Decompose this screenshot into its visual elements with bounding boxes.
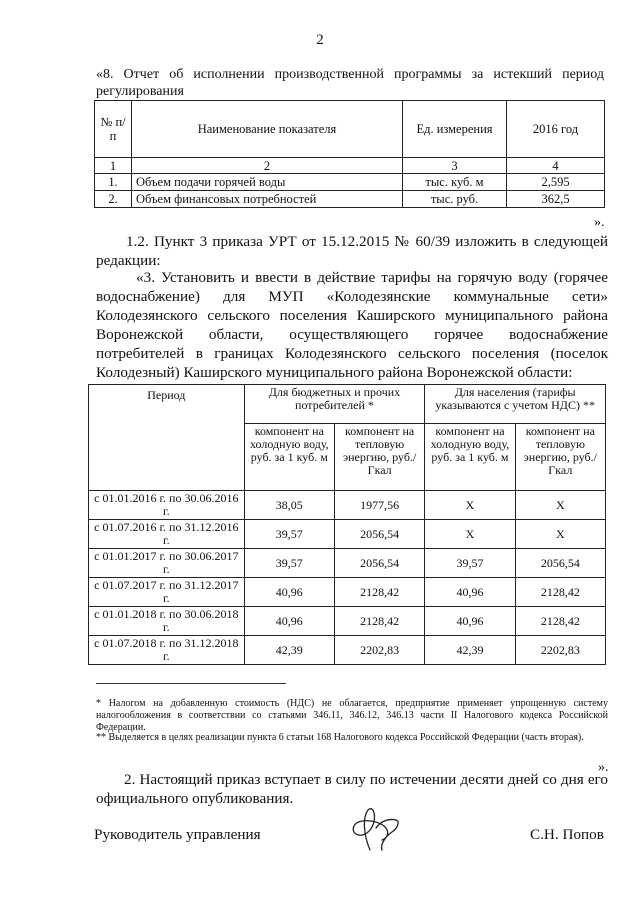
row-value: 2,595 [507, 174, 605, 191]
row-period: с 01.01.2018 г. по 30.06.2018 г. [89, 607, 245, 636]
table-row [89, 607, 606, 636]
budget-heat-value: 1977,56 [334, 491, 424, 520]
paragraph-3: «3. Установить и ввести в действие тарифы на горячую воду (горячее водоснабжение) для МУП «Колодезянские коммунальные сети» Колодезянского сельского поселения Каширского муниципального района Воронежской области, осуществляющего горячее водоснабжение потребителей в границах Колодезянского сельского поселения (поселок Колодезный) Каширского муниципального района Воронежской области: [96, 269, 608, 381]
subheader-cold: компонент на холодную воду, руб. за 1 куб. м [425, 424, 515, 491]
header-number: № п/п [95, 101, 132, 158]
subheader-heat: компонент на тепловую энергию, руб./Гкал [515, 424, 605, 491]
row-unit: тыс. руб. [403, 191, 507, 208]
row-indicator: Объем подачи горячей воды [132, 174, 403, 191]
signer-name: С.Н. Попов [530, 826, 604, 843]
footnote-allocation: ** Выделяется в целях реализации пункта 6 статьи 168 Налогового кодекса Российской Федерации (часть вторая). [96, 732, 584, 743]
table-row [89, 578, 606, 607]
column-number: 2 [132, 158, 403, 174]
population-cold-value: 39,57 [425, 549, 515, 578]
population-heat-value: 2128,42 [515, 607, 605, 636]
budget-cold-value: 40,96 [244, 607, 334, 636]
budget-cold-value: 38,05 [244, 491, 334, 520]
budget-heat-value: 2202,83 [334, 636, 424, 665]
population-cold-value: 40,96 [425, 578, 515, 607]
row-period: с 01.01.2016 г. по 30.06.2016 г. [89, 491, 245, 520]
population-heat-value: 2056,54 [515, 549, 605, 578]
table-row [95, 174, 605, 191]
row-period: с 01.07.2017 г. по 31.12.2017 г. [89, 578, 245, 607]
table-row [89, 491, 606, 520]
header-budget-group: Для бюджетных и прочих потребителей * [244, 385, 425, 424]
tariff-table [88, 384, 606, 665]
population-cold-value: X [425, 491, 515, 520]
report-table-header [95, 101, 605, 158]
budget-cold-value: 40,96 [244, 578, 334, 607]
table-row [89, 636, 606, 665]
table-row [95, 191, 605, 208]
population-cold-value: 40,96 [425, 607, 515, 636]
population-cold-value: X [425, 520, 515, 549]
population-heat-value: X [515, 491, 605, 520]
row-indicator: Объем финансовых потребностей [132, 191, 403, 208]
row-unit: тыс. куб. м [403, 174, 507, 191]
report-table-numbering [95, 158, 605, 174]
header-unit: Ед. измерения [403, 101, 507, 158]
signer-title: Руководитель управления [94, 826, 261, 843]
column-number: 3 [403, 158, 507, 174]
budget-cold-value: 39,57 [244, 520, 334, 549]
signature-image [340, 806, 406, 852]
row-number: 2. [95, 191, 132, 208]
row-period: с 01.07.2016 г. по 31.12.2016 г. [89, 520, 245, 549]
footnote-vat: * Налогом на добавленную стоимость (НДС) не облагается, предприятие применяет упрощенную систему налогообложения в соответствии со статьями 346.11, 346.12, 346.13 части II Налогового кодекса Российской Федерации. [96, 698, 608, 733]
table-row [89, 549, 606, 578]
report-table [94, 100, 605, 208]
page-number: 2 [316, 32, 324, 48]
tariff-table-header [89, 385, 606, 424]
row-value: 362,5 [507, 191, 605, 208]
quote-end: ». [598, 760, 609, 775]
paragraph-2: 2. Настоящий приказ вступает в силу по истечении десяти дней со дня его официального опубликования. [96, 771, 608, 807]
population-heat-value: 2128,42 [515, 578, 605, 607]
row-period: с 01.07.2018 г. по 31.12.2018 г. [89, 636, 245, 665]
header-period: Период [89, 385, 245, 491]
row-number: 1. [95, 174, 132, 191]
budget-heat-value: 2056,54 [334, 520, 424, 549]
budget-heat-value: 2056,54 [334, 549, 424, 578]
paragraph-1-2: 1.2. Пункт 3 приказа УРТ от 15.12.2015 № 60/39 изложить в следующей редакции: [96, 233, 608, 269]
population-heat-value: 2202,83 [515, 636, 605, 665]
budget-heat-value: 2128,42 [334, 578, 424, 607]
section-title: «8. Отчет об исполнении производственной программы за истекший период регулирования [96, 67, 604, 99]
header-population-group: Для населения (тарифы указываются с учетом НДС) ** [425, 385, 606, 424]
column-number: 4 [507, 158, 605, 174]
budget-cold-value: 42,39 [244, 636, 334, 665]
header-indicator: Наименование показателя [132, 101, 403, 158]
row-period: с 01.01.2017 г. по 30.06.2017 г. [89, 549, 245, 578]
quote-end: ». [594, 215, 605, 230]
subheader-heat: компонент на тепловую энергию, руб./Гкал [334, 424, 424, 491]
budget-heat-value: 2128,42 [334, 607, 424, 636]
budget-cold-value: 39,57 [244, 549, 334, 578]
footnote-divider [96, 683, 286, 684]
table-row [89, 520, 606, 549]
header-year: 2016 год [507, 101, 605, 158]
subheader-cold: компонент на холодную воду, руб. за 1 куб. м [244, 424, 334, 491]
population-cold-value: 42,39 [425, 636, 515, 665]
population-heat-value: X [515, 520, 605, 549]
column-number: 1 [95, 158, 132, 174]
